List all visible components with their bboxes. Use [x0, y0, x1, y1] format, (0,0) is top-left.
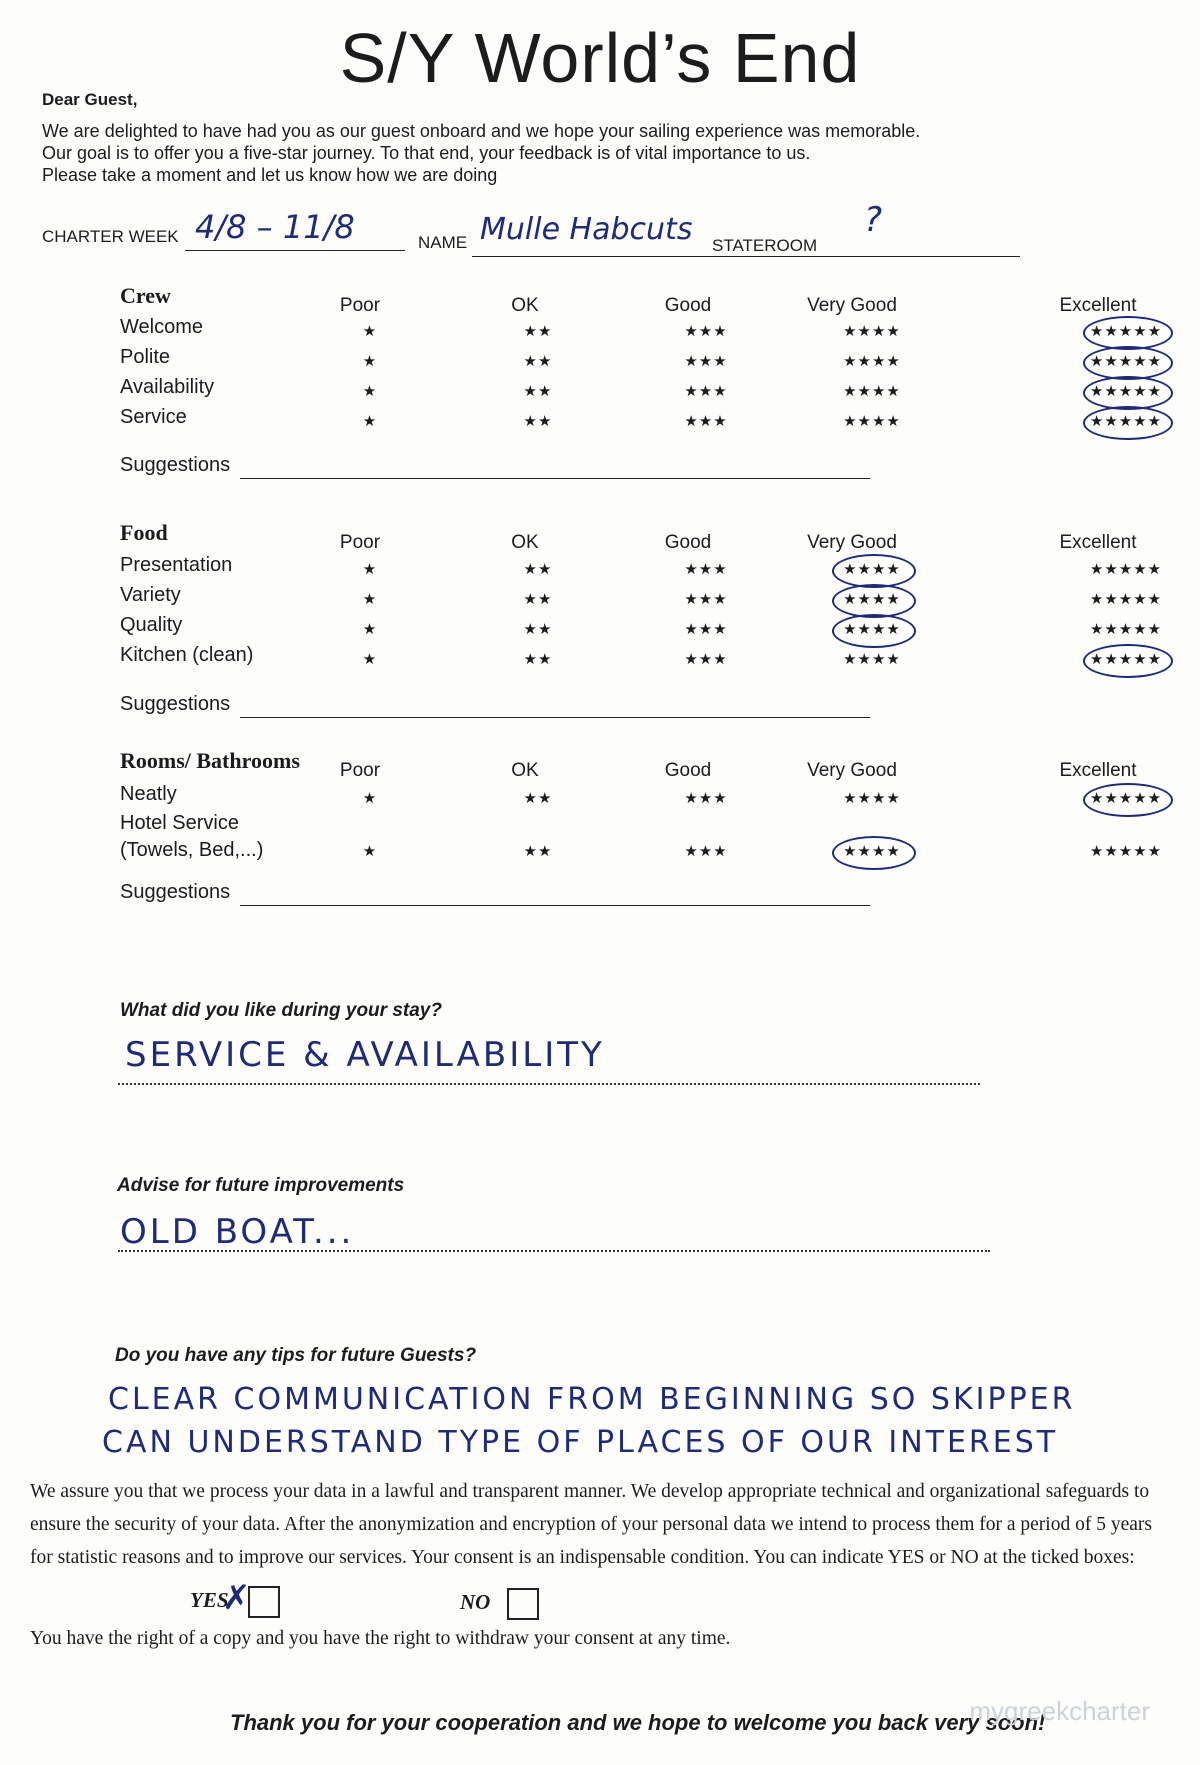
star-rating-option[interactable]: ★★★ [684, 843, 728, 860]
column-header: Poor [339, 760, 381, 781]
star-rating-option[interactable]: ★★★★ [843, 561, 901, 578]
rating-row-label: Polite [120, 346, 171, 368]
star-rating-option[interactable]: ★ [362, 561, 378, 578]
stateroom-value[interactable]: ? [864, 200, 883, 240]
star-rating-option[interactable]: ★ [362, 843, 378, 860]
selected-rating-circle [832, 836, 916, 870]
suggestions-field[interactable] [240, 478, 870, 479]
star-rating-option[interactable]: ★★★★ [843, 591, 901, 608]
privacy-line: We assure you that we process your data in a lawful and transparent manner. We develop appropriate technical and organizational safeguards to [30, 1481, 1150, 1502]
column-header: Good [664, 295, 712, 316]
column-header: Excellent [1059, 760, 1137, 781]
column-header: Very Good [807, 532, 897, 553]
section-title: Rooms/ Bathrooms [120, 748, 300, 773]
star-rating-option[interactable]: ★★★★ [843, 790, 901, 807]
charter-week-value[interactable]: 4/8 – 11/8 [195, 208, 355, 246]
closing-text: Thank you for your cooperation and we hope to welcome you back very soon! [230, 1710, 1046, 1735]
answer-improvements[interactable]: OLD BOAT... [120, 1212, 355, 1252]
column-header: Very Good [807, 760, 897, 781]
column-header: Poor [339, 295, 381, 316]
star-rating-option[interactable]: ★★★★★ [1089, 790, 1163, 807]
star-rating-option[interactable]: ★★ [523, 591, 553, 608]
document-title: S/Y World’s End [339, 19, 861, 97]
star-rating-option[interactable]: ★★ [523, 651, 553, 668]
star-rating-option[interactable]: ★★★★★ [1089, 323, 1163, 340]
charter-week-label: CHARTER WEEK [42, 227, 179, 246]
column-header: OK [511, 295, 539, 316]
name-value[interactable]: Mulle Habcuts [480, 212, 693, 247]
question-liked: What did you like during your stay? [120, 1000, 442, 1021]
column-header: Good [664, 760, 712, 781]
intro-text [42, 120, 1042, 186]
star-rating-option[interactable]: ★★★★ [843, 843, 901, 860]
answer-tips-line-2[interactable]: CAN UNDERSTAND TYPE OF PLACES OF OUR INTEREST [102, 1425, 1059, 1460]
selected-rating-circle [832, 614, 916, 648]
selected-rating-circle [1083, 376, 1173, 410]
star-rating-option[interactable]: ★★ [523, 353, 553, 370]
star-rating-option[interactable]: ★★★★ [843, 353, 901, 370]
consent-no-checkbox[interactable] [507, 1588, 539, 1620]
star-rating-option[interactable]: ★★ [523, 843, 553, 860]
star-rating-option[interactable]: ★★★★★ [1089, 621, 1163, 638]
rating-row-label: Neatly [120, 783, 177, 805]
rating-row-label: Availability [120, 376, 215, 398]
suggestions-field[interactable] [240, 905, 870, 906]
star-rating-option[interactable]: ★★★ [684, 353, 728, 370]
column-header: Very Good [807, 295, 897, 316]
selected-rating-circle [1083, 783, 1173, 817]
star-rating-option[interactable]: ★ [362, 353, 378, 370]
intro-line: Please take a moment and let us know how we are doing [42, 165, 498, 185]
star-rating-option[interactable]: ★★ [523, 323, 553, 340]
star-rating-option[interactable]: ★★★ [684, 323, 728, 340]
column-header: Excellent [1059, 532, 1137, 553]
star-rating-option[interactable]: ★★★★★ [1089, 591, 1163, 608]
column-header: OK [511, 532, 539, 553]
selected-rating-circle [1083, 644, 1173, 678]
consent-yes-checkbox[interactable] [248, 1586, 280, 1618]
rating-row-label: Quality [120, 614, 183, 636]
star-rating-option[interactable]: ★★★ [684, 383, 728, 400]
star-rating-option[interactable]: ★★ [523, 790, 553, 807]
section-title: Food [120, 520, 168, 545]
star-rating-option[interactable]: ★ [362, 651, 378, 668]
column-header: OK [511, 760, 539, 781]
question-improvements: Advise for future improvements [117, 1175, 405, 1196]
intro-line: We are delighted to have had you as our guest onboard and we hope your sailing experience was memorable. [42, 121, 921, 141]
section-title: Crew [120, 283, 171, 308]
selected-rating-circle [832, 584, 916, 618]
star-rating-option[interactable]: ★★★★★ [1089, 561, 1163, 578]
rating-row-label: Variety [120, 584, 181, 606]
star-rating-option[interactable]: ★ [362, 591, 378, 608]
intro-line: Our goal is to offer you a five-star journey. To that end, your feedback is of vital importance to us. [42, 143, 811, 163]
watermark: mygreekcharter [969, 1696, 1150, 1726]
star-rating-option[interactable]: ★★★★ [843, 651, 901, 668]
star-rating-option[interactable]: ★★ [523, 413, 553, 430]
selected-rating-circle [1083, 346, 1173, 380]
star-rating-option[interactable]: ★★★★★ [1089, 383, 1163, 400]
suggestions-label: Suggestions [120, 454, 231, 476]
selected-rating-circle [1083, 316, 1173, 350]
privacy-line: ensure the security of your data. After the anonymization and encryption of your personal data we intend to process them for a period of 5 years [30, 1514, 1152, 1535]
star-rating-option[interactable]: ★★ [523, 383, 553, 400]
star-rating-option[interactable]: ★★★★★ [1089, 651, 1163, 668]
rating-row-label: Presentation [120, 554, 233, 576]
suggestions-field[interactable] [240, 717, 870, 718]
privacy-notice [30, 1475, 1190, 1574]
checkmark-icon: ✗ [222, 1578, 251, 1618]
consent-yes-label: YES [190, 1588, 229, 1612]
suggestions-label: Suggestions [120, 881, 231, 903]
star-rating-option[interactable]: ★★★ [684, 561, 728, 578]
column-header: Excellent [1059, 295, 1137, 316]
rating-row-label: Welcome [120, 316, 203, 338]
star-rating-option[interactable]: ★ [362, 790, 378, 807]
star-rating-option[interactable]: ★★ [523, 561, 553, 578]
rights-text: You have the right of a copy and you have the right to withdraw your consent at any time. [30, 1628, 731, 1649]
star-rating-option[interactable]: ★★★★★ [1089, 843, 1163, 860]
star-rating-option[interactable]: ★★★ [684, 790, 728, 807]
question-tips: Do you have any tips for future Guests? [115, 1345, 477, 1366]
selected-rating-circle [1083, 406, 1173, 440]
star-rating-option[interactable]: ★★★★ [843, 383, 901, 400]
star-rating-option[interactable]: ★ [362, 323, 378, 340]
stateroom-label: STATEROOM [712, 236, 818, 255]
privacy-line: for statistic reasons and to improve our services. Your consent is an indispensable condition. You can indicate YES or NO at the ticked boxes: [30, 1547, 1135, 1568]
column-header: Poor [339, 532, 381, 553]
rating-row-label: Kitchen (clean) [120, 644, 254, 666]
selected-rating-circle [832, 554, 916, 588]
star-rating-option[interactable]: ★ [362, 383, 378, 400]
star-rating-option[interactable]: ★★★★ [843, 621, 901, 638]
name-label: NAME [418, 233, 468, 252]
star-rating-option[interactable]: ★★ [523, 621, 553, 638]
star-rating-option[interactable]: ★★★ [684, 621, 728, 638]
star-rating-option[interactable]: ★★★ [684, 651, 728, 668]
star-rating-option[interactable]: ★ [362, 413, 378, 430]
star-rating-option[interactable]: ★★★ [684, 413, 728, 430]
answer-tips-line-1[interactable]: CLEAR COMMUNICATION FROM BEGINNING SO SKIPPER [108, 1382, 1076, 1417]
rating-row-label: Hotel Service (Towels, Bed,...) [120, 812, 264, 861]
star-rating-option[interactable]: ★★★★ [843, 413, 901, 430]
rating-row-label: Service [120, 406, 187, 428]
star-rating-option[interactable]: ★★★★★ [1089, 353, 1163, 370]
star-rating-option[interactable]: ★ [362, 621, 378, 638]
suggestions-label: Suggestions [120, 693, 231, 715]
consent-no-label: NO [460, 1590, 491, 1614]
answer-liked[interactable]: SERVICE & AVAILABILITY [125, 1035, 605, 1075]
star-rating-option[interactable]: ★★★★ [843, 323, 901, 340]
star-rating-option[interactable]: ★★★★★ [1089, 413, 1163, 430]
star-rating-option[interactable]: ★★★ [684, 591, 728, 608]
greeting: Dear Guest, [42, 90, 138, 109]
column-header: Good [664, 532, 712, 553]
